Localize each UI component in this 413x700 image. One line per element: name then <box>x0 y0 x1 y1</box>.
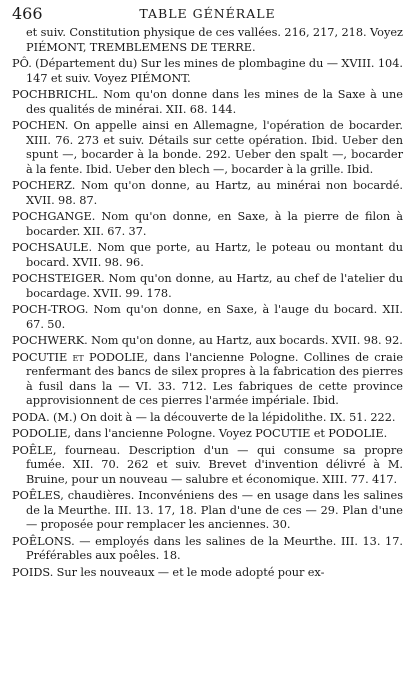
entry-text: (Département du) Sur les mines de plombagine du — XVIII. 104. 147 et suiv. Voyez PIÉMONT. <box>26 57 403 85</box>
index-entry <box>12 411 403 426</box>
index-entry <box>12 427 403 442</box>
index-entry <box>12 535 403 564</box>
index-entry <box>12 566 403 581</box>
entry-headword: POCHEN. <box>12 119 69 132</box>
entry-headword: POCHERZ. <box>12 179 76 192</box>
entry-headword: POÊLONS. <box>12 534 75 548</box>
index-entry <box>12 26 403 55</box>
entry-headword: POCHBRICHL. <box>12 88 99 101</box>
entry-text: dans l'ancienne Pologne. Collines de craie renfermant des bancs de silex propres à la fabrication des pierres à fusil dans la — VI. 33. 712. Les fabriques de cette province approvisionnent de ces pierres l'armée impériale. Ibid. <box>26 350 404 407</box>
entry-text: chaudières. Inconvéniens des — en usage dans les salines de la Meurthe. III. 13. 17, 18. Plan d'une de ces — 29. Plan d'une — proposée pour remplacer les anciennes. 30. <box>26 489 403 531</box>
entry-text: dans l'ancienne Pologne. Voyez POCUTIE et PODOLIE. <box>74 427 388 440</box>
index-entry <box>12 119 403 177</box>
entry-headword: POIDS. <box>12 565 54 579</box>
entry-headword: POCHWERK. <box>12 334 88 347</box>
index-entry <box>12 210 403 239</box>
entry-headword: POÊLES, <box>12 489 64 502</box>
entry-text: Nom que porte, au Hartz, le poteau ou montant du bocard. XVII. 98. 96. <box>26 241 403 269</box>
entry-headword: POCUTIE et PODOLIE, <box>12 350 148 364</box>
entry-text: Nom qu'on donne, au Hartz, aux bocards. XVII. 98. 92. <box>91 334 403 347</box>
entry-headword: PÔ. <box>12 57 32 70</box>
entry-text: et suiv. Constitution physique de ces vallées. 216, 217, 218. Voyez PIÉMONT, TREMBLEMENS DE TERRE. <box>26 26 403 54</box>
entry-text: Nom qu'on donne, en Saxe, à l'auge du bocard. XII. 67. 50. <box>26 303 404 331</box>
entry-headword: POCHSTEIGER. <box>12 272 105 285</box>
index-entry <box>12 303 403 332</box>
entry-text: Nom qu'on donne dans les mines de la Saxe à une des qualités de minérai. XII. 68. 144. <box>26 88 403 116</box>
entry-text: Nom qu'on donne, en Saxe, à la pierre de filon à bocarder. XII. 67. 37. <box>26 210 403 238</box>
index-entry <box>12 88 403 117</box>
index-entry <box>12 179 403 208</box>
index-entry <box>12 272 403 301</box>
index-entry <box>12 241 403 270</box>
entry-text: Nom qu'on donne, au Hartz, au minérai non bocardé. XVII. 98. 87. <box>26 179 403 207</box>
entry-text: Nom qu'on donne, au Hartz, au chef de l'atelier du bocardage. XVII. 99. 178. <box>26 272 403 300</box>
entry-text: fourneau. Description d'un — qui consume sa propre fumée. XII. 70. 262 et suiv. Brevet d'invention délivré à M. Bruine, pour un nouveau — salubre et économique. XIII. 77. 417. <box>26 443 403 486</box>
entry-text: On appelle ainsi en Allemagne, l'opération de bocarder. XIII. 76. 273 et suiv. Détails sur cette opération. Ibid. Ueber den spunt —, bocarder à la bonde. 292. Ueber den spalt —, bocarder à la fente. Ibid. Ueber den blech —, bocarder à la grille. Ibid. <box>26 119 403 176</box>
page-header <box>12 4 403 26</box>
index-entry <box>12 351 403 409</box>
entry-text: (M.) On doit à — la découverte de la lépidolithe. IX. 51. 222. <box>52 410 396 424</box>
index-entry <box>12 489 403 533</box>
entry-text: Sur les nouveaux — et le mode adopté pour ex- <box>56 565 325 579</box>
entry-headword: PODOLIE, <box>12 427 71 440</box>
entry-headword: POCHGANGE. <box>12 210 96 223</box>
index-entry <box>12 57 403 86</box>
index-entry <box>12 444 403 488</box>
entry-text: — employés dans les salines de la Meurthe. III. 13. 17. Préférables aux poêles. 18. <box>26 534 403 562</box>
entry-headword: POCHSAULE. <box>12 241 93 254</box>
index-entries <box>12 26 403 580</box>
page-number: 466 <box>12 4 43 23</box>
index-entry <box>12 334 403 349</box>
page-title: TABLE GÉNÉRALE <box>139 6 276 21</box>
entry-headword: POÊLE, <box>12 443 57 457</box>
entry-headword: PODA. <box>12 410 50 424</box>
entry-headword: POCH-TROG. <box>12 303 89 316</box>
